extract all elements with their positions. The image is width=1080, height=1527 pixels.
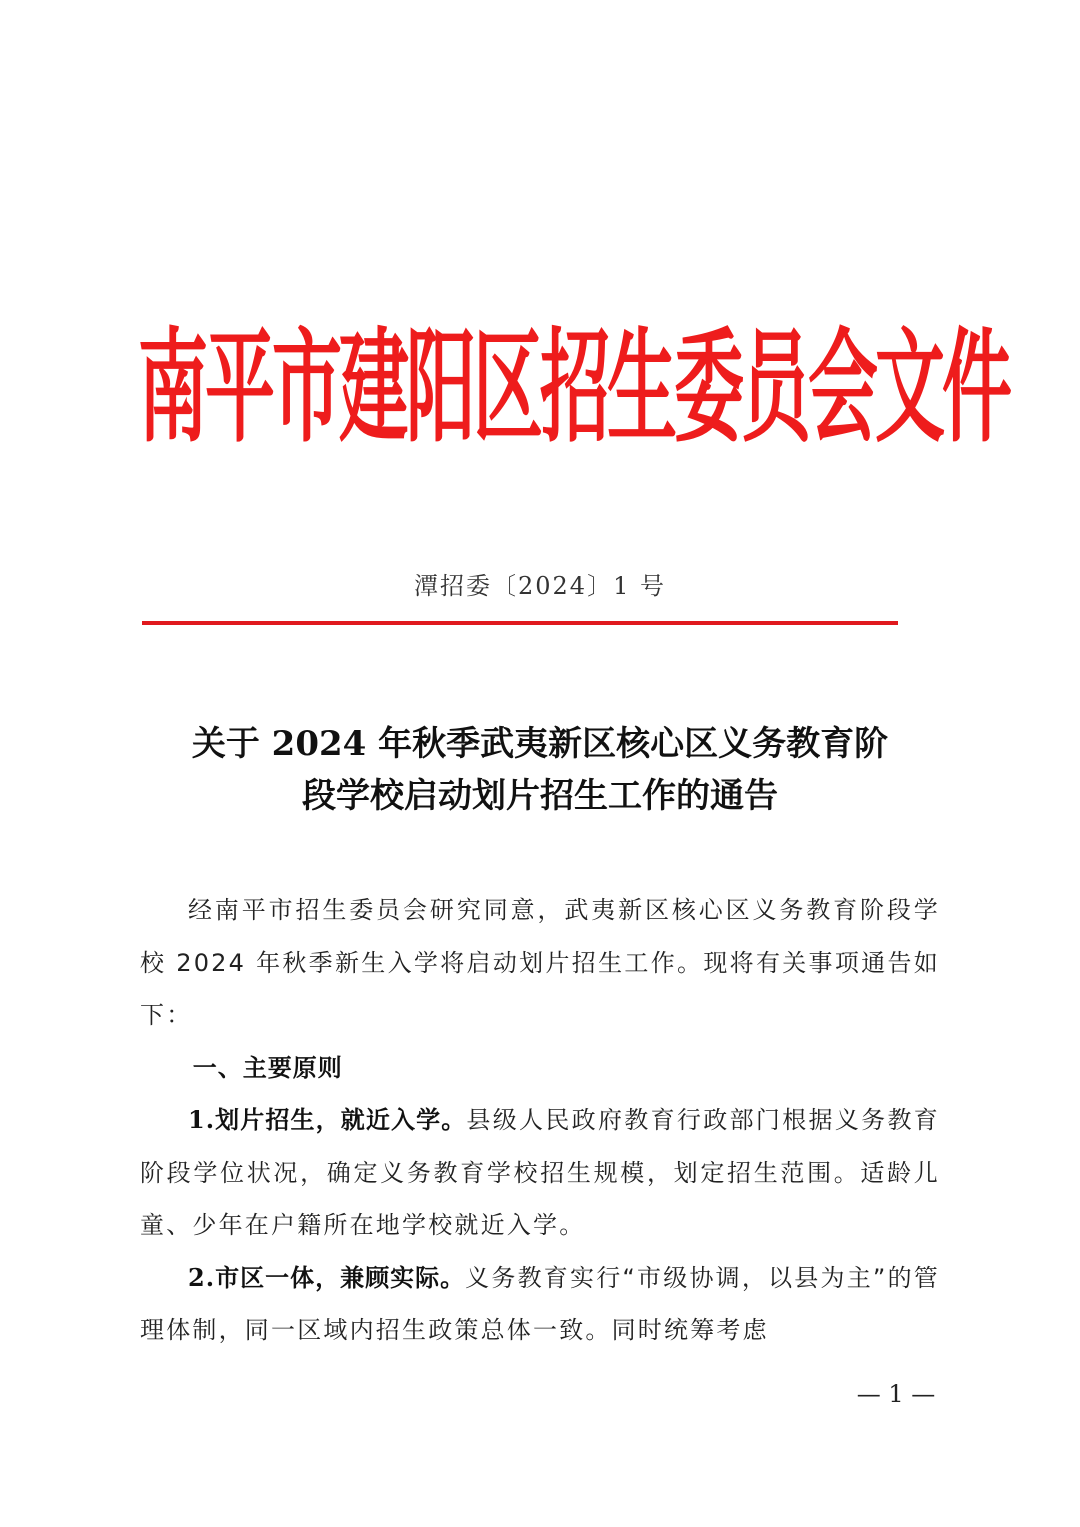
masthead-char: 建 <box>339 316 409 460</box>
document-masthead <box>138 316 1012 460</box>
document-title <box>140 718 940 822</box>
masthead-char: 件 <box>942 316 1012 460</box>
masthead-char: 文 <box>875 316 945 460</box>
page-number: — 1 — <box>856 1380 936 1408</box>
masthead-char: 平 <box>205 316 275 460</box>
document-number: 潭招委〔2024〕1 号 <box>414 572 666 600</box>
masthead-char: 市 <box>272 316 342 460</box>
masthead-char: 南 <box>138 316 208 460</box>
title-line-1: 关于 2024 年秋季武夷新区核心区义务教育阶 <box>191 724 889 764</box>
masthead-char: 招 <box>540 316 610 460</box>
principle-2-text: 义务教育实行“市级协调，以县为主”的管理体制，同一区域内招生政策总体一致。同时统筹考虑 <box>140 1263 940 1344</box>
principle-paragraph-1 <box>140 1094 940 1252</box>
masthead-char: 委 <box>674 316 744 460</box>
red-divider-line <box>142 621 898 625</box>
principle-1-text: 县级人民政府教育行政部门根据义务教育阶段学位状况，确定义务教育学校招生规模，划定招生范围。适龄儿童、少年在户籍所在地学校就近入学。 <box>140 1106 940 1239</box>
title-line-2: 段学校启动划片招生工作的通告 <box>302 776 778 816</box>
principle-paragraph-2 <box>140 1252 940 1357</box>
masthead-char: 区 <box>473 316 543 460</box>
masthead-char: 生 <box>607 316 677 460</box>
principle-1-lead: 1.划片招生，就近入学。 <box>188 1105 467 1134</box>
section-heading: 一、主要原则 <box>192 1053 343 1082</box>
masthead-char: 会 <box>808 316 878 460</box>
masthead-char: 员 <box>741 316 811 460</box>
document-body <box>140 884 940 1357</box>
principle-2-lead: 2.市区一体，兼顾实际。 <box>188 1262 466 1292</box>
intro-paragraph: 经南平市招生委员会研究同意，武夷新区核心区义务教育阶段学校 2024 年秋季新生入学将启动划片招生工作。现将有关事项通告如下： <box>140 896 940 1029</box>
masthead-char: 阳 <box>406 316 476 460</box>
